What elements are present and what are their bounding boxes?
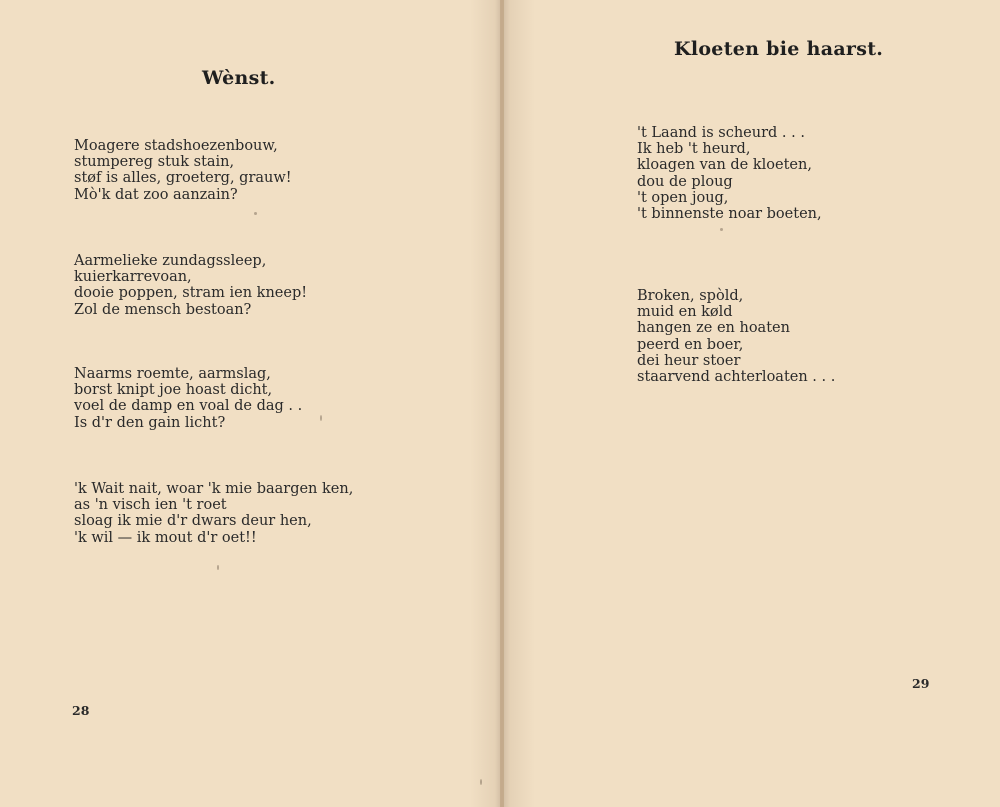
poem-title: Wènst. <box>202 67 276 89</box>
page-number: 29 <box>912 676 930 691</box>
verse-line: as 'n visch ien 't roet <box>74 497 227 514</box>
stanza <box>74 481 353 546</box>
poem-title: Kloeten bie haarst. <box>674 38 884 60</box>
right-page <box>504 0 1000 807</box>
verse-line: stumpereg stuk stain, <box>74 154 235 171</box>
verse-line: Broken, spòld, <box>637 288 744 304</box>
verse-line: voel de damp en voal de dag . . <box>74 398 303 415</box>
verse-line: 'k wil — ik mout d'r oet!! <box>74 529 257 546</box>
verse-line: muid en køld <box>637 304 733 321</box>
verse-line: kuierkarrevoan, <box>74 269 192 286</box>
verse-line: 't Laand is scheurd . . . <box>637 125 805 141</box>
verse-line: borst knipt joe hoast dicht, <box>74 382 273 399</box>
stanza <box>74 138 292 203</box>
paper-speck <box>720 228 723 231</box>
verse-line: Moagere stadshoezenbouw, <box>74 138 278 154</box>
paper-speck <box>217 565 219 570</box>
verse-line: 't binnenste noar boeten, <box>637 206 822 223</box>
page-number: 28 <box>72 703 90 718</box>
verse-line: Ik heb 't heurd, <box>637 141 751 158</box>
paper-speck <box>320 415 322 421</box>
verse-line: hangen ze en hoaten <box>637 320 790 337</box>
verse-line: dei heur stoer <box>637 352 741 369</box>
stanza <box>74 253 307 318</box>
verse-line: Zol de mensch bestoan? <box>74 301 252 318</box>
stanza <box>637 125 822 222</box>
paper-speck <box>480 779 482 785</box>
stanza <box>637 288 835 385</box>
verse-line: dou de ploug <box>637 173 733 190</box>
verse-line: peerd en boer, <box>637 336 744 353</box>
verse-line: 't open joug, <box>637 189 729 206</box>
verse-line: Is d'r den gain licht? <box>74 414 226 431</box>
verse-line: sloag ik mie d'r dwars deur hen, <box>74 513 312 530</box>
verse-line: støf is alles, groeterg, grauw! <box>74 170 292 187</box>
verse-line: Mò'k dat zoo aanzain? <box>74 186 238 203</box>
verse-line: 'k Wait nait, woar 'k mie baargen ken, <box>74 481 354 497</box>
verse-line: staarvend achterloaten . . . <box>637 369 836 386</box>
verse-line: dooie poppen, stram ien kneep! <box>74 285 308 302</box>
verse-line: kloagen van de kloeten, <box>637 157 812 174</box>
stanza <box>74 366 302 431</box>
verse-line: Naarms roemte, aarmslag, <box>74 366 271 382</box>
verse-line: Aarmelieke zundagssleep, <box>74 253 267 269</box>
paper-speck <box>254 212 257 215</box>
